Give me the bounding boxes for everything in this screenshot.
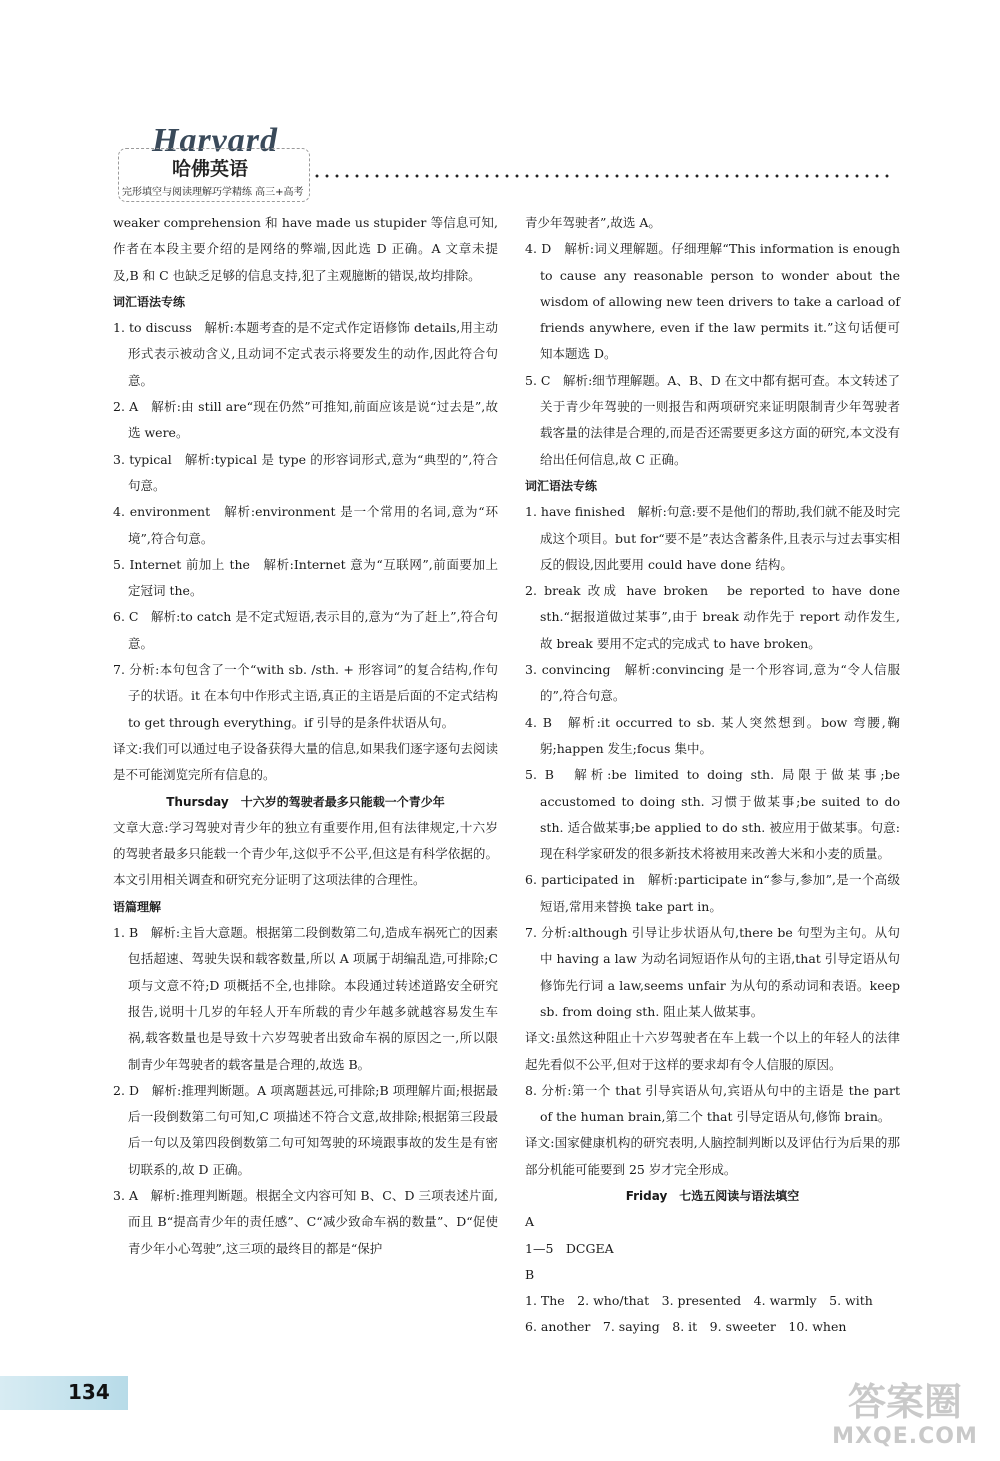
book-subtitle: 完形填空与阅读理解巧学精练 高三+高考 xyxy=(122,187,304,198)
answer-item: 4. D 解析:词义理解题。仔细理解“This information is enough to cause any reasonable person to wonder about the wisdom of allowing new teen drivers to take a carload of friends anywhere, even if the law permits it.”这句话便可知本题选 D。 xyxy=(525,241,900,362)
answer-item: 5. B 解析:be limited to doing sth. 局限于做某事;be accustomed to doing sth. 习惯于做某事;be suited to do sth. 适合做某事;be applied to do sth. 被应用于做某事。句意:现在科学家研发的很多新技术将被用来改善大米和小麦的质量。 xyxy=(525,767,900,862)
day-title: Thursday 十六岁的驾驶者最多只能载一个青少年 xyxy=(166,794,445,809)
answer-line: B xyxy=(525,1266,535,1282)
answer-item: 7. 分析:本句包含了一个“with sb. /sth. + 形容词”的复合结构,作句子的状语。it 在本句中作形式主语,真正的主语是后面的不定式结构 to get through everything。if 引导的是条件状语从句。 xyxy=(113,662,498,730)
logo-chinese-title: 哈佛英语 xyxy=(172,158,249,180)
logo-harvard-text: Harvard xyxy=(152,122,278,159)
watermark-url: MXQE.COM xyxy=(832,1424,978,1449)
answer-line: 1—5 DCGEA xyxy=(525,1240,614,1256)
paragraph: 文章大意:学习驾驶对青少年的独立有重要作用,但有法律规定,十六岁的驾驶者最多只能载一个青少年,这似乎不公平,但这是有科学依据的。本文引用相关调查和研究充分证明了这项法律的合理性。 xyxy=(113,819,498,888)
paragraph: 青少年驾驶者”,故选 A。 xyxy=(525,215,661,230)
page-header xyxy=(0,0,1000,210)
section-heading: 词汇语法专练 xyxy=(113,294,186,309)
watermark-logo xyxy=(820,1380,990,1455)
page-number: 134 xyxy=(68,1380,110,1404)
answer-line: 6. another 7. saying 8. it 9. sweeter 10. when xyxy=(525,1319,847,1335)
answer-item: 1. B 解析:主旨大意题。根据第二段倒数第二句,造成车祸死亡的因素包括超速、驾驶失误和载客数量,所以 A 项属于胡编乱造,可排除;C 项与文意不符;D 项概括不全,也排除。本段通过转述道路安全研究报告,说明十几岁的年轻人开车所载的青少年越多就越容易发生车祸,载客数量也是导致十六岁驾驶者出致命车祸的原因之一,所以限制青少年驾驶者的载客量是合理的,故选 B。 xyxy=(113,925,498,1072)
day-title: Friday 七选五阅读与语法填空 xyxy=(625,1188,800,1203)
answer-item: 1. have finished 解析:句意:要不是他们的帮助,我们就不能及时完成这个项目。but for“要不是”表达含蓄条件,且表示与过去事实相反的假设,因此要用 could have done 结构。 xyxy=(525,504,900,572)
section-heading: 语篇理解 xyxy=(113,899,162,914)
answer-item: 1. to discuss 解析:本题考查的是不定式作定语修饰 details,用主动形式表示被动含义,且动词不定式表示将要发生的动作,因此符合句意。 xyxy=(113,320,498,388)
answer-item: 4. B 解析:it occurred to sb. 某人突然想到。bow 弯腰,鞠躬;happen 发生;focus 集中。 xyxy=(525,714,900,756)
answer-item: 2. A 解析:由 still are“现在仍然”可推知,前面应该是说“过去是”,故选 were。 xyxy=(113,399,498,441)
answer-item: 6. C 解析:to catch 是不定式短语,表示目的,意为“为了赶上”,符合句意。 xyxy=(113,609,498,651)
paragraph: weaker comprehension 和 have made us stupider 等信息可知,作者在本段主要介绍的是网络的弊端,因此选 D 正确。A 文章未提及,B 和 C 也缺乏足够的信息支持,犯了主观臆断的错误,故均排除。 xyxy=(113,215,498,283)
answer-item: 5. C 解析:细节理解题。A、B、D 在文中都有据可查。本文转述了关于青少年驾驶的一则报告和两项研究来证明限制青少年驾驶者载客量的法律是合理的,而是否还需要更多这方面的研究,本文没有给出任何信息,故 C 正确。 xyxy=(525,372,900,467)
answer-line: A xyxy=(525,1214,535,1230)
answer-item: 6. participated in 解析:participate in“参与,参加”,是一个高级短语,常用来替换 take part in。 xyxy=(525,872,900,914)
answer-item: 5. Internet 前加上 the 解析:Internet 意为“互联网”,前面要加上定冠词 the。 xyxy=(113,556,498,599)
watermark-cn: 答案圈 xyxy=(847,1380,962,1424)
answer-item: 2. D 解析:推理判断题。A 项离题甚远,可排除;B 项理解片面;根据最后一段倒数第二句可知,C 项描述不符合文意,故排除;根据第三段最后一句以及第四段倒数第二句可知驾驶的环境跟事故的发生是有密切联系的,故 D 正确。 xyxy=(113,1082,498,1177)
left-column xyxy=(113,210,498,1262)
answer-item: 3. convincing 解析:convincing 是一个形容词,意为“令人信服的”,符合句意。 xyxy=(525,662,900,704)
paragraph: 译文:国家健康机构的研究表明,人脑控制判断以及评估行为后果的那部分机能可能要到 25 岁才完全形成。 xyxy=(525,1135,900,1177)
right-column xyxy=(525,210,900,1341)
answer-item: 4. environment 解析:environment 是一个常用的名词,意为“环境”,符合句意。 xyxy=(113,504,498,546)
paragraph: 译文:虽然这种阻止十六岁驾驶者在车上载一个以上的年轻人的法律起先看似不公平,但对于这样的要求却有令人信服的原因。 xyxy=(525,1030,900,1072)
answer-item: 3. typical 解析:typical 是 type 的形容词形式,意为“典型的”,符合句意。 xyxy=(113,451,498,493)
answer-item: 2. break 改成 have broken be reported to have done sth.“据报道做过某事”,由于 break 动作先于 report 动作发生,故 break 要用不定式的完成式 to have broken。 xyxy=(525,583,900,651)
paragraph: 译文:我们可以通过电子设备获得大量的信息,如果我们逐字逐句去阅读是不可能浏览完所有信息的。 xyxy=(113,740,498,783)
section-heading: 词汇语法专练 xyxy=(525,478,598,493)
answer-item: 3. A 解析:推理判断题。根据全文内容可知 B、C、D 三项表述片面,而且 B“提高青少年的责任感”、C“减少致命车祸的数量”、D“促使青少年小心驾驶”,这三项的最终目的都是“保护 xyxy=(113,1187,498,1256)
answer-item: 8. 分析:第一个 that 引导宾语从句,宾语从句中的主语是 the part of the human brain,第二个 that 引导定语从句,修饰 brain。 xyxy=(525,1082,900,1125)
dotted-divider xyxy=(312,172,892,180)
answer-line: 1. The 2. who/that 3. presented 4. warmly 5. with xyxy=(525,1293,873,1309)
answer-item: 7. 分析:although 引导让步状语从句,there be 句型为主句。从句中 having a law 为动名词短语作从句的主语,that 引导定语从句修饰先行词 a law,seems unfair 为从句的系动词和表语。keep sb. from doing sth. 阻止某人做某事。 xyxy=(525,925,900,1019)
